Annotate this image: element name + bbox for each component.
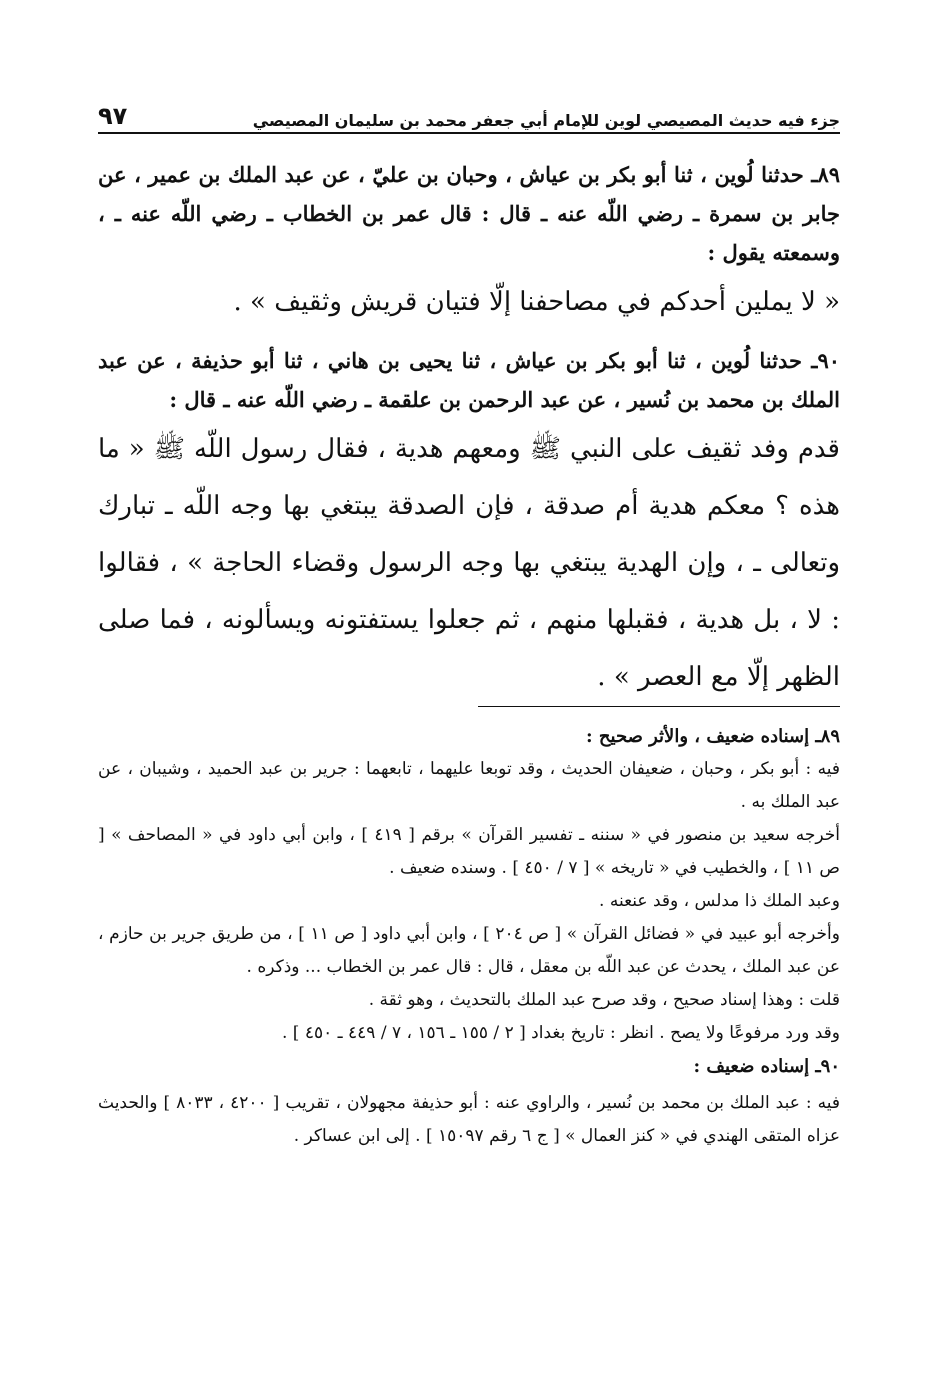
hadith-90	[98, 341, 840, 706]
hadith-number: ٩٠ـ	[811, 348, 840, 373]
page-header	[98, 100, 840, 130]
main-text	[98, 155, 840, 716]
footnote-89-heading: ٨٩ـ إسناده ضعيف ، والأثر صحيح :	[585, 726, 840, 747]
isnad-text: حدثنا لُوين ، ثنا أبو بكر بن عياش ، وحبان بن عليّ ، عن عبد الملك بن عمير ، عن جابر بن سمرة ـ رضي اللّه عنه ـ قال : قال عمر بن الخطاب ـ رضي اللّه عنه ـ ، وسمعته يقول :	[98, 162, 840, 265]
isnad-text: حدثنا لُوين ، ثنا أبو بكر بن عياش ، ثنا يحيى بن هاني ، ثنا أبو حذيفة ، عن عبد الملك بن محمد بن نُسير ، عن عبد الرحمن بن علقمة ـ رضي اللّه عنه ـ قال :	[98, 348, 840, 412]
footnote-paragraph: فيه : عبد الملك بن محمد بن نُسير ، والراوي عنه : أبو حذيفة مجهولان ، تقريب [ ٤٢٠٠ ، ٨٠٣٣ ] والحديث عزاه المتقى الهندي في « كنز العمال » [ ج ٦ رقم ١٥٠٩٧ ] . إلى ابن عساكر .	[98, 1093, 841, 1146]
running-title: جزء فيه حديث المصيصي لوين للإمام أبي جعفر محمد بن سليمان المصيصي	[252, 111, 840, 130]
footnotes	[98, 720, 840, 1153]
hadith-number: ٨٩ـ	[811, 162, 840, 187]
hadith-89	[98, 155, 840, 331]
header-rule	[98, 132, 840, 134]
footnote-paragraph: وأخرجه أبو عبيد في « فضائل القرآن » [ ص ٢٠٤ ] ، وابن أبي داود [ ص ١١ ] ، من طريق جرير بن حازم ، عن عبد الملك ، يحدث عن عبد اللّه بن معقل ، قال : قال عمر بن الخطاب ... وذكره .	[98, 924, 840, 977]
footnote-paragraph: قلت : وهذا إسناد صحيح ، وقد صرح عبد الملك بالتحديث ، وهو ثقة .	[368, 990, 840, 1010]
hadith-isnad	[98, 155, 840, 272]
hadith-matn: « لا يملين أحدكم في مصاحفنا إلّا فتيان قريش وثقيف » .	[233, 287, 840, 317]
footnote-paragraph: وعبد الملك ذا مدلس ، وقد عنعنه .	[599, 891, 840, 911]
footnote-90-heading: ٩٠ـ إسناده ضعيف :	[693, 1056, 840, 1077]
footnote-paragraph: أخرجه سعيد بن منصور في « سننه ـ تفسير القرآن » برقم [ ٤١٩ ] ، وابن أبي داود في « المصاحف » [ ص ١١ ] ، والخطيب في « تاريخه » [ ٧ / ٤٥٠ ] . وسنده ضعيف .	[98, 825, 840, 878]
hadith-matn: قدم وفد ثقيف على النبي ﷺ ومعهم هدية ، فقال رسول اللّه ﷺ « ما هذه ؟ معكم هدية أم صدقة ، فإن الصدقة يبتغي بها وجه اللّه ـ تبارك وتعالى ـ ، وإن الهدية يبتغي بها وجه الرسول وقضاء الحاجة » ، فقالوا : لا ، بل هدية ، فقبلها منهم ، ثم جعلوا يستفتونه ويسألونه ، فما صلى الظهر إلّا مع العصر » .	[98, 434, 840, 692]
footnote-separator	[478, 706, 840, 707]
hadith-isnad	[98, 341, 840, 419]
footnote-paragraph: وقد ورد مرفوعًا ولا يصح . انظر : تاريخ بغداد [ ٢ / ١٥٥ ـ ١٥٦ ، ٧ / ٤٤٩ ـ ٤٥٠ ] .	[281, 1023, 840, 1043]
page-number: ٩٧	[98, 102, 128, 130]
footnote-paragraph: فيه : أبو بكر ، وحبان ، ضعيفان الحديث ، وقد توبعا عليهما ، تابعهما : جرير بن عبد الحميد ، وشيبان ، عن عبد الملك به .	[98, 759, 840, 812]
